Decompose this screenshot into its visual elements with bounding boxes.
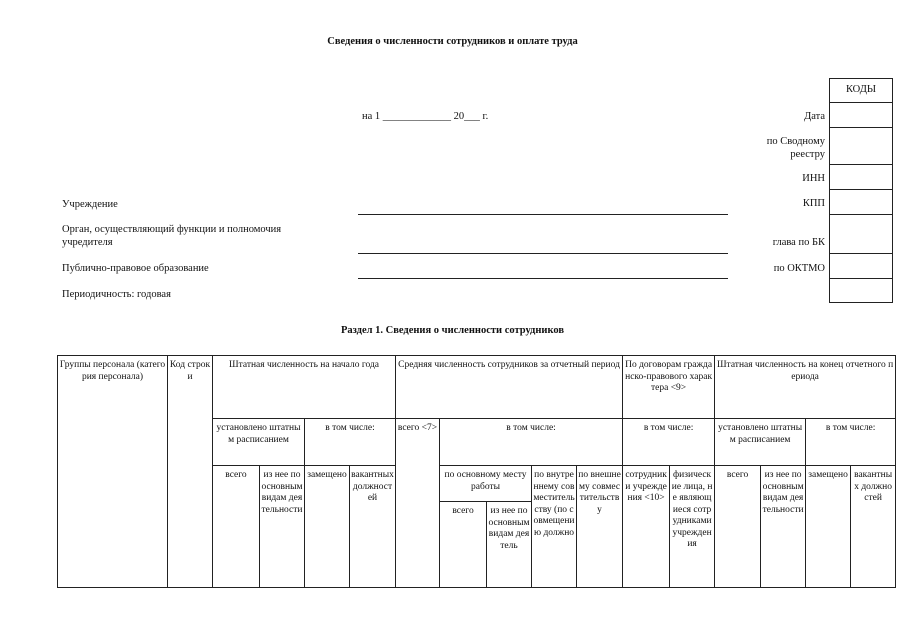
staff-end-header: Штатная численность на конец отчетного периода <box>715 356 896 419</box>
registry-label-line1: по Сводному <box>766 136 825 147</box>
col-code-header: Код строки <box>168 356 213 588</box>
public-entity-input-line[interactable] <box>358 278 728 279</box>
staff-table <box>57 355 896 588</box>
including-header: в том числе: <box>305 419 396 466</box>
filled-end-header: замещено <box>806 466 851 588</box>
avg-count-header: Средняя численность сотрудников за отчетный период <box>396 356 623 419</box>
institution-label: Учреждение <box>62 199 118 210</box>
public-entity-label: Публично-правовое образование <box>62 263 209 274</box>
oktmo-code-cell[interactable] <box>830 254 892 279</box>
main-job-header: по основному месту работы <box>440 466 532 502</box>
periodicity-code-cell[interactable] <box>830 279 892 303</box>
kpp-label: КПП <box>802 198 825 209</box>
periodicity-label: Периодичность: годовая <box>62 289 171 300</box>
total-start-header: всего <box>213 466 260 588</box>
individuals-header: физические лица, не являющиеся сотрудниками учреждения <box>670 466 715 588</box>
main-job-activity-header: из нее по основным видам деятель <box>487 502 532 588</box>
date-code-label: Дата <box>804 111 825 122</box>
form-title: Сведения о численности сотрудников и оплате труда <box>327 36 578 47</box>
head-bk-label: глава по БК <box>772 237 825 248</box>
filled-start-header: замещено <box>305 466 350 588</box>
registry-label-line2: реестру <box>790 149 825 160</box>
col-groups-header: Группы персонала (категория персонала) <box>58 356 168 588</box>
oktmo-label: по ОКТМО <box>773 263 825 274</box>
section-title: Раздел 1. Сведения о численности сотрудников <box>340 325 565 336</box>
main-job-total-header: всего <box>440 502 487 588</box>
civil-including-header: в том числе: <box>623 419 715 466</box>
vacant-end-header: вакантных должностей <box>851 466 896 588</box>
inn-code-cell[interactable] <box>830 165 892 190</box>
avg-including-header: в том числе: <box>440 419 623 466</box>
civil-contracts-header: По договорам гражданско-правового характера <9> <box>623 356 715 419</box>
established-end-header: установлено штатным расписанием <box>715 419 806 466</box>
head-bk-code-cell[interactable] <box>830 215 892 254</box>
codes-box <box>829 78 893 303</box>
internal-header: по внутреннему совместительству (по совмещению должно <box>532 466 577 588</box>
external-header: по внешнему совместительству <box>577 466 623 588</box>
kpp-code-cell[interactable] <box>830 190 892 215</box>
employees-header: сотрудники учреждения <10> <box>623 466 670 588</box>
including-end-header: в том числе: <box>806 419 896 466</box>
total-end-header: всего <box>715 466 761 588</box>
date-code-cell[interactable] <box>830 103 892 128</box>
codes-header: КОДЫ <box>830 79 892 103</box>
registry-code-cell[interactable] <box>830 128 892 165</box>
total-7-header: всего <7> <box>396 419 440 588</box>
founder-label-line1: Орган, осуществляющий функции и полномочия <box>62 224 282 235</box>
main-activity-start-header: из нее по основным видам деятельности <box>260 466 305 588</box>
date-line: на 1 _____________ 20___ г. <box>362 111 489 122</box>
founder-label-line2: учредителя <box>62 237 113 248</box>
established-header: установлено штатным расписанием <box>213 419 305 466</box>
staff-start-header: Штатная численность на начало года <box>213 356 396 419</box>
inn-label: ИНН <box>802 173 825 184</box>
vacant-start-header: вакантных должностей <box>350 466 396 588</box>
founder-input-line[interactable] <box>358 253 728 254</box>
institution-input-line[interactable] <box>358 214 728 215</box>
main-activity-end-header: из нее по основным видам деятельности <box>761 466 806 588</box>
